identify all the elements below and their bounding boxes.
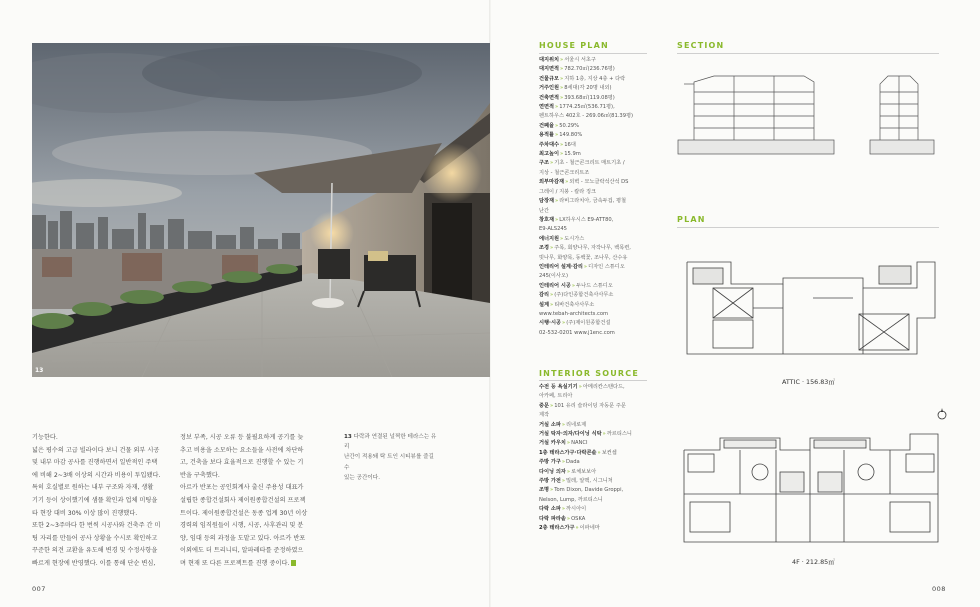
info-value: 펜트하우스 402호 - 269.06㎡(81.39평) bbox=[539, 113, 634, 120]
page-number-right: 008 bbox=[932, 585, 946, 593]
info-key: 거실 소파 bbox=[539, 421, 561, 428]
chevron-right-icon: » bbox=[555, 132, 559, 139]
info-value: E9-ALS245 bbox=[539, 226, 567, 233]
photo-caption bbox=[344, 432, 440, 483]
chevron-right-icon: » bbox=[565, 179, 569, 186]
chevron-right-icon: » bbox=[566, 468, 571, 475]
info-key: 용적률 bbox=[539, 132, 555, 139]
info-row bbox=[539, 178, 647, 187]
info-value: 1774.25㎡(536.71평), bbox=[559, 104, 615, 111]
info-value: 아메리칸스탠다드, bbox=[582, 384, 625, 390]
info-key: 조명 bbox=[539, 487, 550, 494]
info-value: Dada bbox=[566, 459, 580, 466]
info-value: 101 유리 슬라이딩 자동문 주문 bbox=[554, 402, 626, 409]
chevron-right-icon: » bbox=[550, 487, 554, 494]
plan-heading: PLAN bbox=[677, 215, 706, 224]
body-line: 타 현장 대비 30% 이상 많이 진행했다. bbox=[32, 509, 138, 517]
info-key: 인테리어 설계·감리 bbox=[539, 263, 583, 270]
info-value: 티바건축사사무소 bbox=[554, 301, 595, 308]
info-value: 서울시 서초구 bbox=[564, 57, 596, 63]
chevron-right-icon: » bbox=[550, 245, 554, 252]
info-value: OSKA bbox=[571, 515, 586, 522]
info-value: 두나드 스튜디오 bbox=[576, 282, 613, 289]
body-line: 이외에도 더 트리니티, 알파레타를 준정하였으 bbox=[180, 547, 304, 555]
attic-plan-label: ATTIC · 156.83㎡ bbox=[782, 378, 835, 386]
body-line: 빠르게 현장에 반영했다. 이를 통해 단순 변심, bbox=[32, 559, 156, 567]
chevron-right-icon: » bbox=[560, 75, 564, 82]
info-value: Nelson, Lump, 까르티스니 bbox=[539, 496, 603, 503]
info-row bbox=[539, 505, 647, 514]
body-line: 기기 등이 상이했기에 샘플 확인과 업체 미팅을 bbox=[32, 496, 158, 504]
body-line-last bbox=[180, 558, 320, 571]
body-line: 넓은 평수의 고급 빌라이다 보니 건물 외부 시공 bbox=[32, 446, 160, 454]
body-line: 아르카 반포는 공인회계사 출신 주용성 대표가 bbox=[180, 484, 304, 492]
info-key: 감리 bbox=[539, 292, 550, 299]
info-row bbox=[539, 56, 647, 65]
info-row bbox=[539, 486, 647, 495]
caption-line-2: 난간이 적용돼 탁 트인 시티뷰를 즐길 수 bbox=[344, 454, 434, 471]
info-row bbox=[539, 159, 647, 168]
chevron-right-icon: » bbox=[575, 525, 579, 532]
info-key: 창호재 bbox=[539, 216, 555, 223]
info-row bbox=[539, 150, 647, 159]
info-key: 외부마감재 bbox=[539, 179, 565, 186]
info-key: 건물규모 bbox=[539, 75, 560, 82]
info-key: 인테리어 시공 bbox=[539, 282, 571, 289]
info-value: LX하우시스 E9-ATT80, bbox=[559, 216, 614, 223]
info-key: 대지위치 bbox=[539, 57, 560, 63]
info-value: 782.70㎡(236.76평) bbox=[564, 66, 615, 73]
page-number-left: 007 bbox=[32, 585, 46, 593]
info-row bbox=[539, 430, 647, 439]
chevron-right-icon: » bbox=[566, 440, 571, 447]
chevron-right-icon: » bbox=[550, 301, 554, 308]
info-row bbox=[539, 439, 647, 448]
chevron-right-icon: » bbox=[550, 402, 554, 409]
info-row bbox=[539, 458, 647, 467]
info-row bbox=[539, 421, 647, 430]
info-key: 수전 등 욕실기기 bbox=[539, 384, 578, 390]
info-key: 1층 테라스가구·다락콘솔 bbox=[539, 449, 597, 456]
info-row bbox=[539, 244, 647, 253]
info-key: 연면적 bbox=[539, 104, 555, 111]
info-row bbox=[539, 112, 647, 121]
caption-line-1 bbox=[344, 432, 440, 452]
body-line: 팅 자리를 만들어 공사 상황을 수시로 확인하고 bbox=[32, 534, 158, 542]
chevron-right-icon: » bbox=[583, 263, 588, 270]
info-row bbox=[539, 84, 647, 93]
info-value: 주목, 회양나무, 자작나무, 백목련, bbox=[554, 245, 631, 252]
info-row bbox=[539, 402, 647, 411]
interior-source-list bbox=[539, 383, 647, 534]
info-value: 로체보보아 bbox=[571, 468, 597, 475]
info-row bbox=[539, 383, 647, 392]
section-heading: SECTION bbox=[677, 41, 725, 50]
body-line: 설립한 종합건설회사 제이원종합건설의 프로젝 bbox=[180, 496, 306, 504]
info-value: 393.68㎡(119.08평) bbox=[564, 94, 615, 101]
body-line: 및 내부 마감 공사를 진행하면서 일반적인 주택 bbox=[32, 459, 158, 467]
info-value: 디자인 스튜디오 bbox=[588, 263, 625, 270]
body-line: 특히 호실별로 원하는 내부 구조와 자재, 생활 bbox=[32, 484, 154, 492]
chevron-right-icon: » bbox=[561, 478, 566, 485]
chevron-right-icon: » bbox=[561, 506, 566, 513]
chevron-right-icon: » bbox=[602, 431, 606, 438]
chevron-right-icon: » bbox=[562, 320, 566, 327]
body-line: 양, 임대 등의 과정을 도맡고 있다. 아르카 반포 bbox=[180, 534, 306, 542]
attic-plan-drawing bbox=[683, 258, 939, 368]
heading-rule bbox=[677, 227, 939, 228]
info-row bbox=[539, 468, 647, 477]
chevron-right-icon: » bbox=[560, 151, 564, 158]
chevron-right-icon: » bbox=[566, 515, 571, 522]
chevron-right-icon: » bbox=[560, 235, 564, 242]
chevron-right-icon: » bbox=[561, 421, 566, 428]
info-row bbox=[539, 141, 647, 150]
info-row bbox=[539, 310, 647, 319]
chevron-right-icon: » bbox=[550, 160, 554, 167]
info-key: 시행·시공 bbox=[539, 320, 562, 327]
info-key: 주방 가구 bbox=[539, 459, 561, 466]
house-plan-heading: HOUSE PLAN bbox=[539, 41, 609, 50]
fourth-floor-plan-drawing bbox=[680, 432, 942, 554]
section-drawing bbox=[674, 70, 944, 160]
interior-source-heading: INTERIOR SOURCE bbox=[539, 369, 640, 378]
info-row bbox=[539, 122, 647, 131]
chevron-right-icon: » bbox=[561, 459, 566, 466]
info-value: 02-532-0201 www.j1enc.com bbox=[539, 329, 615, 336]
info-value: 아카페, 트리아 bbox=[539, 393, 573, 400]
info-row bbox=[539, 319, 647, 328]
info-row bbox=[539, 272, 647, 281]
body-line: 에 비해 2~3배 이상의 시간과 비용이 투입됐다. bbox=[32, 471, 161, 479]
info-value: 리네로제 bbox=[566, 421, 587, 428]
info-key: 거실 탁자·의자/다이닝 식탁 bbox=[539, 431, 602, 438]
info-key: 다이닝 의자 bbox=[539, 468, 566, 475]
body-line: 반을 구축했다. bbox=[180, 471, 220, 479]
info-row bbox=[539, 169, 647, 178]
info-key: 중문 bbox=[539, 402, 550, 409]
info-row bbox=[539, 301, 647, 310]
body-column-2 bbox=[180, 432, 320, 571]
info-row bbox=[539, 477, 647, 486]
info-key: 대지면적 bbox=[539, 66, 560, 73]
chevron-right-icon: » bbox=[560, 85, 564, 92]
info-value: 제작 bbox=[539, 412, 550, 419]
body-line-text: 며 현재 또 다른 프로젝트를 진행 중이다. bbox=[180, 559, 290, 567]
info-value: 라비그라치아, 금속두겁, 평철 bbox=[559, 198, 626, 205]
info-row bbox=[539, 449, 647, 458]
info-value: 지상 - 철근콘크리트조 bbox=[539, 169, 590, 176]
info-value: 16대 bbox=[564, 141, 576, 148]
info-value: (주)다인종합건축사사무소 bbox=[554, 292, 614, 299]
info-key: 최고높이 bbox=[539, 151, 560, 158]
chevron-right-icon: » bbox=[555, 216, 559, 223]
info-value: 까시아이 bbox=[566, 506, 587, 513]
chevron-right-icon: » bbox=[571, 282, 576, 289]
chevron-right-icon: » bbox=[597, 449, 601, 456]
info-row bbox=[539, 263, 647, 272]
chevron-right-icon: » bbox=[578, 384, 582, 390]
chevron-right-icon: » bbox=[560, 57, 564, 63]
heading-rule bbox=[539, 380, 647, 381]
info-key: 거실 카우치 bbox=[539, 440, 566, 447]
fourth-floor-plan-label: 4F · 212.85㎡ bbox=[792, 558, 835, 566]
body-line: 경력의 임직원들이 시행, 시공, 사후관리 및 분 bbox=[180, 522, 304, 530]
info-value: 기초 - 철근콘크리트 매트기초 / bbox=[554, 160, 625, 167]
body-line: 고, 건축을 보다 효율적으로 진행할 수 있는 기 bbox=[180, 459, 304, 467]
info-value: 외벽 - 모노클락석산석 DS bbox=[569, 179, 629, 186]
info-key: 건축면적 bbox=[539, 94, 560, 101]
heading-rule bbox=[677, 53, 939, 54]
caption-number: 13 bbox=[344, 434, 352, 440]
chevron-right-icon: » bbox=[550, 292, 554, 299]
chevron-right-icon: » bbox=[560, 141, 564, 148]
end-mark-icon bbox=[291, 560, 296, 566]
info-value: 245(이사오) bbox=[539, 273, 568, 280]
chevron-right-icon: » bbox=[555, 198, 559, 205]
info-value: Tom Dixon, Davide Groppi, bbox=[554, 487, 624, 494]
info-row bbox=[539, 94, 647, 103]
info-row bbox=[539, 254, 647, 263]
info-row bbox=[539, 411, 647, 420]
info-row bbox=[539, 282, 647, 291]
info-row bbox=[539, 103, 647, 112]
body-line: 또한 2~3주마다 한 번씩 시공사와 건축주 간 미 bbox=[32, 522, 161, 530]
info-row bbox=[539, 75, 647, 84]
rooftop-terrace-photo bbox=[32, 43, 490, 377]
info-key: 조경 bbox=[539, 245, 550, 252]
info-key: 주방 가전 bbox=[539, 478, 561, 485]
info-row bbox=[539, 207, 647, 216]
caption-line-3: 있는 공간이다. bbox=[344, 474, 380, 481]
info-key: 에너지원 bbox=[539, 235, 560, 242]
info-key: 2층 테라스가구 bbox=[539, 525, 575, 532]
info-key: 주차대수 bbox=[539, 141, 560, 148]
chevron-right-icon: » bbox=[555, 122, 559, 129]
chevron-right-icon: » bbox=[555, 104, 559, 111]
body-line: 추고 비용을 소모하는 요소들을 사전에 차단하 bbox=[180, 446, 304, 454]
chevron-right-icon: » bbox=[560, 94, 564, 101]
body-line: 기능한다. bbox=[32, 434, 58, 441]
info-row bbox=[539, 329, 647, 338]
info-key: 다락 소파 bbox=[539, 506, 561, 513]
north-arrow-icon bbox=[937, 407, 947, 421]
info-key: 구조 bbox=[539, 160, 550, 167]
info-key: 설계 bbox=[539, 301, 550, 308]
info-value: 난간 bbox=[539, 207, 550, 214]
body-line: 정보 부족, 시공 오류 등 불필요하게 공기를 늦 bbox=[180, 434, 304, 441]
info-row bbox=[539, 225, 647, 234]
heading-rule bbox=[539, 53, 647, 54]
info-row bbox=[539, 65, 647, 74]
info-key: 다락 파라솔 bbox=[539, 515, 566, 522]
info-row bbox=[539, 131, 647, 140]
info-key: 거주인원 bbox=[539, 85, 560, 92]
info-value: 50.29% bbox=[559, 122, 580, 129]
info-value: 도시가스 bbox=[564, 235, 585, 242]
body-column-1 bbox=[32, 432, 167, 571]
info-row bbox=[539, 515, 647, 524]
info-row bbox=[539, 496, 647, 505]
info-value: 지하 1층, 지상 4층 + 다락 bbox=[564, 75, 626, 82]
body-line: 트이다. 제이원종합건설은 동종 업계 30년 이상 bbox=[180, 509, 308, 517]
info-value: 15.9m bbox=[564, 151, 581, 158]
info-row bbox=[539, 197, 647, 206]
info-row bbox=[539, 188, 647, 197]
info-value: 까르티스니 bbox=[606, 431, 632, 438]
info-value: NANCI bbox=[571, 440, 588, 447]
info-key: 담장재 bbox=[539, 198, 555, 205]
photo-number: 13 bbox=[35, 367, 44, 374]
house-plan-list bbox=[539, 56, 647, 338]
caption-text: 다락과 연결된 널찍한 테라스는 유리 bbox=[344, 434, 437, 451]
info-row bbox=[539, 291, 647, 300]
info-row bbox=[539, 216, 647, 225]
chevron-right-icon: » bbox=[560, 66, 564, 73]
info-row bbox=[539, 235, 647, 244]
info-value: 8세대(각 20명 내외) bbox=[564, 85, 612, 92]
info-value: 149.80% bbox=[559, 132, 583, 139]
info-value: 밀레, 알맥, 시그니처 bbox=[566, 478, 613, 485]
info-value: 이파네마 bbox=[579, 525, 600, 532]
info-value: (주)제이원종합건설 bbox=[566, 320, 611, 327]
body-line: 꾸준한 의견 교환을 유도해 변경 및 수정사항을 bbox=[32, 547, 158, 555]
info-key: 건폐율 bbox=[539, 122, 555, 129]
info-value: 보컨셉 bbox=[601, 449, 617, 456]
info-value: 그레이 / 지붕 - 칼라 징크 bbox=[539, 188, 596, 195]
info-row bbox=[539, 392, 647, 401]
info-value: www.tebah-architects.com bbox=[539, 310, 609, 317]
info-value: 빗나무, 화양목, 동백꽃, 조나무, 산수유 bbox=[539, 254, 628, 261]
info-row bbox=[539, 524, 647, 533]
